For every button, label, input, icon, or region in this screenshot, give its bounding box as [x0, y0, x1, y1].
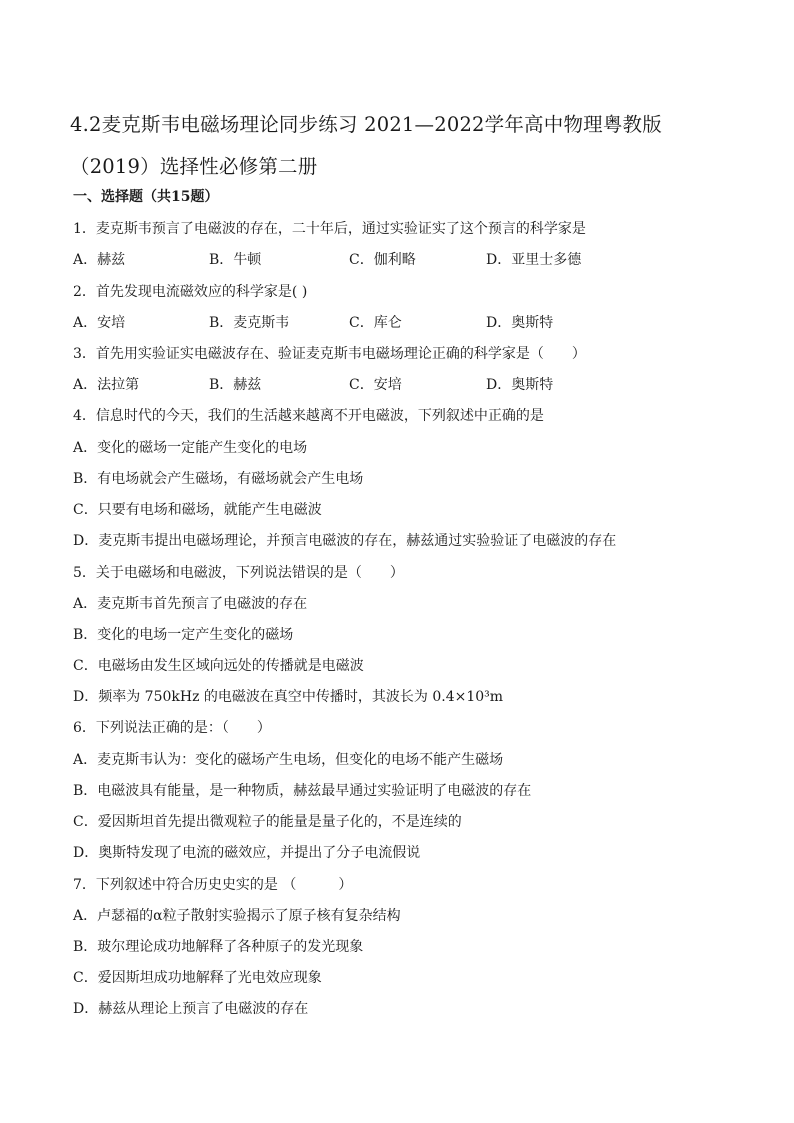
option-d: D．麦克斯韦提出电磁场理论，并预言电磁波的存在，赫兹通过实验验证了电磁波的存在 [73, 533, 617, 549]
question-6-stem: 6．下列说法正确的是：（ ） [73, 720, 271, 736]
option-c: C．爱因斯坦首先提出微观粒子的能量是量子化的，不是连续的 [73, 814, 462, 830]
question-3-options [73, 374, 693, 394]
question-1-stem: 1．麦克斯韦预言了电磁波的存在，二十年后，通过实验证实了这个预言的科学家是 [73, 221, 586, 237]
option-b: B．赫兹 [209, 377, 262, 393]
option-b: B．电磁波具有能量，是一种物质，赫兹最早通过实验证明了电磁波的存在 [73, 783, 532, 799]
option-d: D．频率为 750kHz 的电磁波在真空中传播时，其波长为 0.4×10³m [73, 689, 504, 705]
option-c: C．库仑 [349, 315, 402, 331]
question-5-stem: 5．关于电磁场和电磁波，下列说法错误的是（ ） [73, 565, 404, 581]
question-4-stem: 4．信息时代的今天，我们的生活越来越离不开电磁波，下列叙述中正确的是 [73, 408, 544, 424]
option-c: C．电磁场由发生区域向远处的传播就是电磁波 [73, 658, 364, 674]
question-7-stem: 7．下列叙述中符合历史史实的是 （ ） [73, 877, 353, 893]
option-b: B．有电场就会产生磁场，有磁场就会产生电场 [73, 471, 364, 487]
option-c: C．只要有电场和磁场，就能产生电磁波 [73, 502, 322, 518]
option-d: D．奥斯特发现了电流的磁效应，并提出了分子电流假说 [73, 845, 421, 861]
option-a: A．安培 [73, 315, 126, 331]
option-c: C．安培 [349, 377, 402, 393]
option-b: B．牛顿 [209, 252, 262, 268]
option-a: A．麦克斯韦首先预言了电磁波的存在 [73, 596, 308, 612]
title-line-2: （2019）选择性必修第二册 [70, 155, 318, 178]
title-line-1: 4.2麦克斯韦电磁场理论同步练习 2021—2022学年高中物理粤教版 [70, 113, 662, 136]
option-a: A．麦克斯韦认为：变化的磁场产生电场，但变化的电场不能产生磁场 [73, 752, 504, 768]
option-a: A．法拉第 [73, 377, 140, 393]
question-1-options [73, 249, 693, 269]
option-a: A．变化的磁场一定能产生变化的电场 [73, 440, 308, 456]
question-3-stem: 3．首先用实验证实电磁波存在、验证麦克斯韦电磁场理论正确的科学家是（ ） [73, 346, 586, 362]
option-a: A．赫兹 [73, 252, 126, 268]
option-d: D．奥斯特 [486, 315, 554, 331]
question-2-options [73, 312, 693, 332]
option-d: D．赫兹从理论上预言了电磁波的存在 [73, 1001, 309, 1017]
option-d: D．亚里士多德 [486, 252, 582, 268]
option-a: A．卢瑟福的α粒子散射实验揭示了原子核有复杂结构 [73, 908, 401, 924]
option-b: B．变化的电场一定产生变化的磁场 [73, 627, 294, 643]
section-heading: 一、选择题（共15题） [73, 189, 219, 205]
option-b: B．玻尔理论成功地解释了各种原子的发光现象 [73, 939, 364, 955]
option-c: C．爱因斯坦成功地解释了光电效应现象 [73, 970, 322, 986]
document-title [70, 104, 730, 188]
option-d: D．奥斯特 [486, 377, 554, 393]
option-b: B．麦克斯韦 [209, 315, 290, 331]
question-2-stem: 2．首先发现电流磁效应的科学家是( ) [73, 284, 308, 300]
option-c: C．伽利略 [349, 252, 416, 268]
